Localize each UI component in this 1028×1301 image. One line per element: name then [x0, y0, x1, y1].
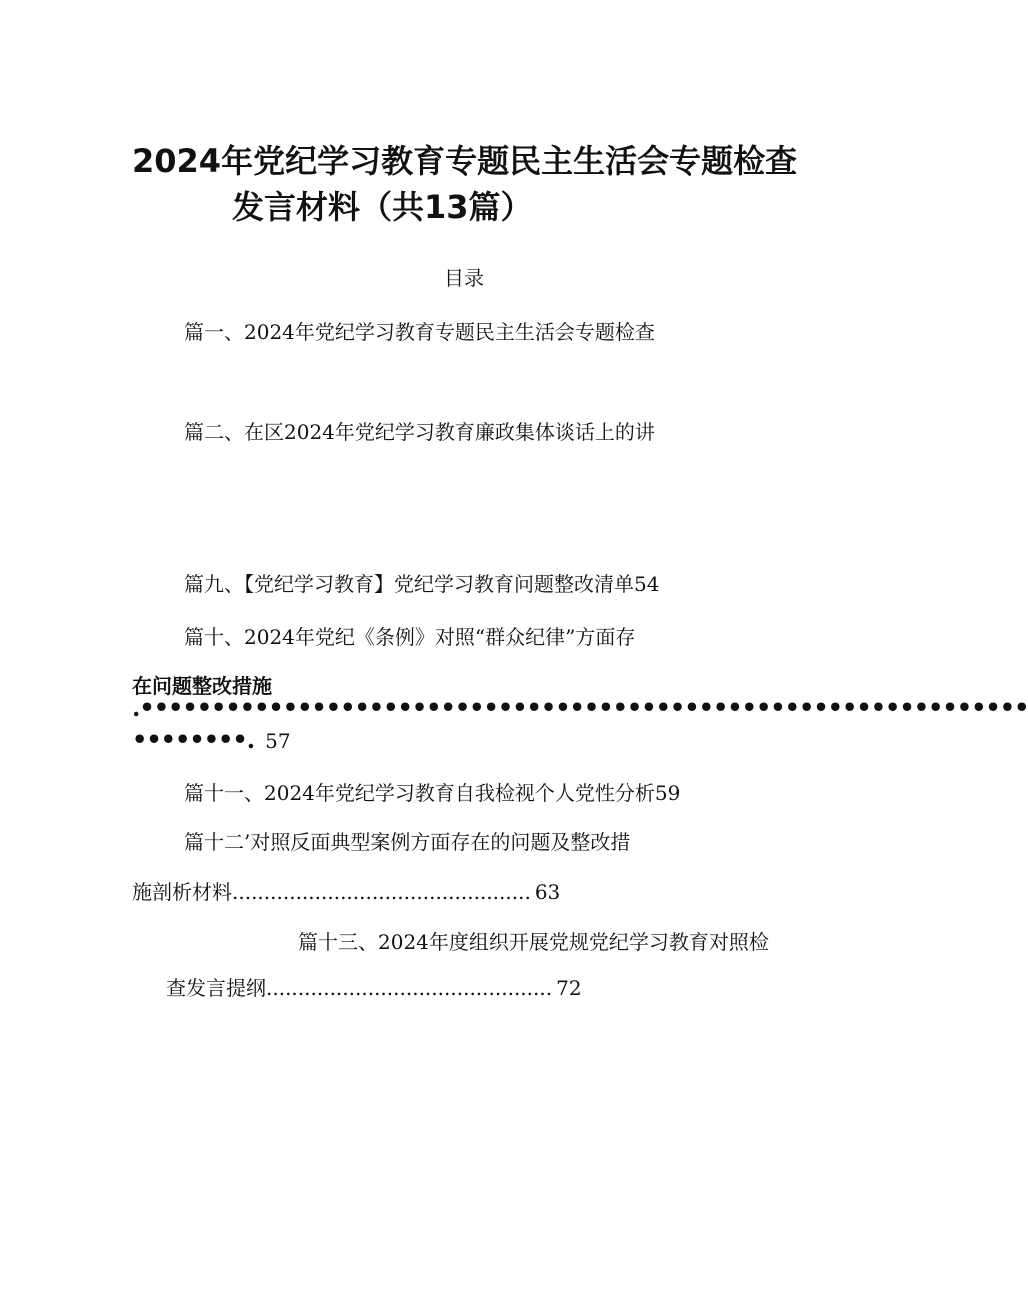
toc-entry-text: 查发言提纲: [166, 976, 266, 1000]
toc-leader-dots: ••••••••.: [132, 725, 255, 754]
toc-entry-continued: [132, 876, 560, 905]
toc-entry-text: 施剖析材料: [132, 880, 232, 904]
toc-entry: 篇一、2024年党纪学习教育专题民主生活会专题检查: [184, 320, 655, 344]
toc-entry: 篇九、【党纪学习教育】党纪学习教育问题整改清单54: [184, 572, 660, 596]
toc-page-number: 57: [265, 729, 291, 753]
doc-title-line2: 发言材料（共13篇）: [232, 188, 533, 226]
toc-heading: 目录: [444, 266, 484, 290]
toc-leader-dots: .••••••••••••••••••••••••••••••••••••••••••••••••••••••••••••••: [132, 693, 1028, 722]
doc-title-line1: 2024年党纪学习教育专题民主生活会专题检查: [132, 142, 798, 180]
toc-entry: 篇十三、2024年度组织开展党规党纪学习教育对照检: [298, 930, 769, 954]
toc-leader-dots: .............................................: [266, 976, 553, 1000]
toc-entry: 篇十、2024年党纪《条例》对照“群众纪律”方面存: [184, 625, 636, 649]
toc-page-number: 63: [534, 880, 561, 904]
toc-entry: 篇十一、2024年党纪学习教育自我检视个人党性分析59: [184, 781, 681, 805]
toc-leader-line: [132, 725, 291, 754]
toc-leader-dots: ...............................................: [232, 880, 531, 904]
toc-entry-continued: 在问题整改措施: [132, 674, 272, 698]
toc-entry: 篇十二’对照反面典型案例方面存在的问题及整改措: [184, 830, 631, 854]
toc-page-number: 72: [556, 976, 582, 1000]
toc-entry: 篇二、在区2024年党纪学习教育廉政集体谈话上的讲: [184, 420, 655, 444]
toc-entry-continued: [166, 972, 582, 1001]
